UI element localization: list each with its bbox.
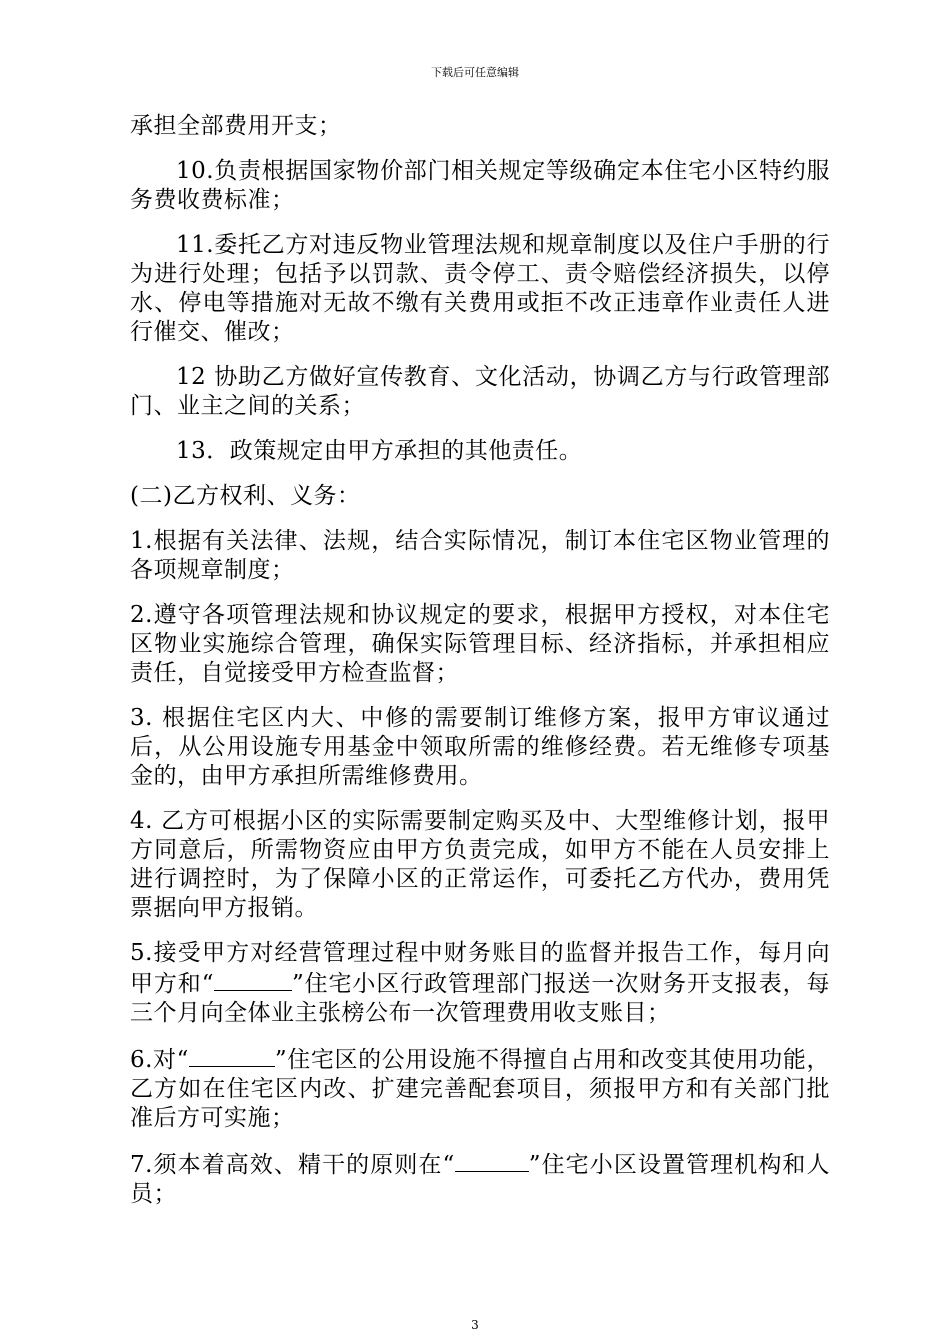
duty-7-text-a: 7.须本着高效、精干的原则在“: [130, 1152, 455, 1178]
paragraph-duty-6: [130, 1044, 830, 1133]
fill-blank-3[interactable]: [455, 1149, 529, 1172]
paragraph-item-12: 12 协助乙方做好宣传教育、文化活动，协调乙方与行政管理部门、业主之间的关系；: [130, 364, 830, 419]
paragraph-duty-4: 4. 乙方可根据小区的实际需要制定购买及中、大型维修计划，报甲方同意后，所需物资应由甲方负责完成，如甲方不能在人员安排上进行调控时，为了保障小区的正常运作，可委托乙方代办，费用凭票据向甲方报销。: [130, 808, 830, 921]
document-body: [130, 112, 830, 1225]
fill-blank-1[interactable]: [214, 968, 292, 991]
duty-6-text-a: 6.对“: [130, 1047, 189, 1073]
page-header: 下载后可任意编辑: [431, 66, 519, 79]
paragraph-duty-1: 1.根据有关法律、法规，结合实际情况，制订本住宅区物业管理的各项规章制度；: [130, 528, 830, 583]
duty-6-text-b: ”住宅区的公用设施不得擅自占用和改变其使用功能，乙方如在住宅区内改、扩建完善配套项目，须报甲方和有关部门批准后方可实施；: [130, 1047, 830, 1131]
paragraph-item-10: 10.负责根据国家物价部门相关规定等级确定本住宅小区特约服务费收费标准；: [130, 158, 830, 213]
duty-7-text-b: ”住宅小区设置管理机构和人员；: [130, 1152, 830, 1207]
section-heading-2: (二)乙方权利、义务：: [130, 483, 361, 509]
fill-blank-2[interactable]: [189, 1044, 275, 1067]
paragraph-duty-2: 2.遵守各项管理法规和协议规定的要求，根据甲方授权，对本住宅区物业实施综合管理，确保实际管理目标、经济指标，并承担相应责任，自觉接受甲方检查监督；: [130, 602, 830, 686]
paragraph-duty-7: [130, 1149, 830, 1209]
paragraph-item-13: 13．政策规定由甲方承担的其他责任。: [176, 438, 583, 464]
page-number: 3: [471, 1318, 479, 1332]
duty-5-text-b: ”住宅小区行政管理部门报送一次财务开支报表，每三个月向全体业主张榜公布一次管理费用收支账目；: [130, 971, 830, 1026]
duty-5-text-a: 5.接受甲方对经营管理过程中财务账目的监督并报告工作，每月向甲方和“: [130, 940, 830, 997]
paragraph-duty-5: [130, 939, 830, 1028]
paragraph-item-11: 11.委托乙方对违反物业管理法规和规章制度以及住户手册的行为进行处理；包括予以罚款、责令停工、责令赔偿经济损失，以停水、停电等措施对无故不缴有关费用或拒不改正违章作业责任人进行催交、催改；: [130, 232, 830, 345]
paragraph-0: 承担全部费用开支；: [130, 113, 342, 139]
paragraph-duty-3: 3. 根据住宅区内大、中修的需要制订维修方案，报甲方审议通过后，从公用设施专用基金中领取所需的维修经费。若无维修专项基金的，由甲方承担所需维修费用。: [130, 705, 830, 789]
